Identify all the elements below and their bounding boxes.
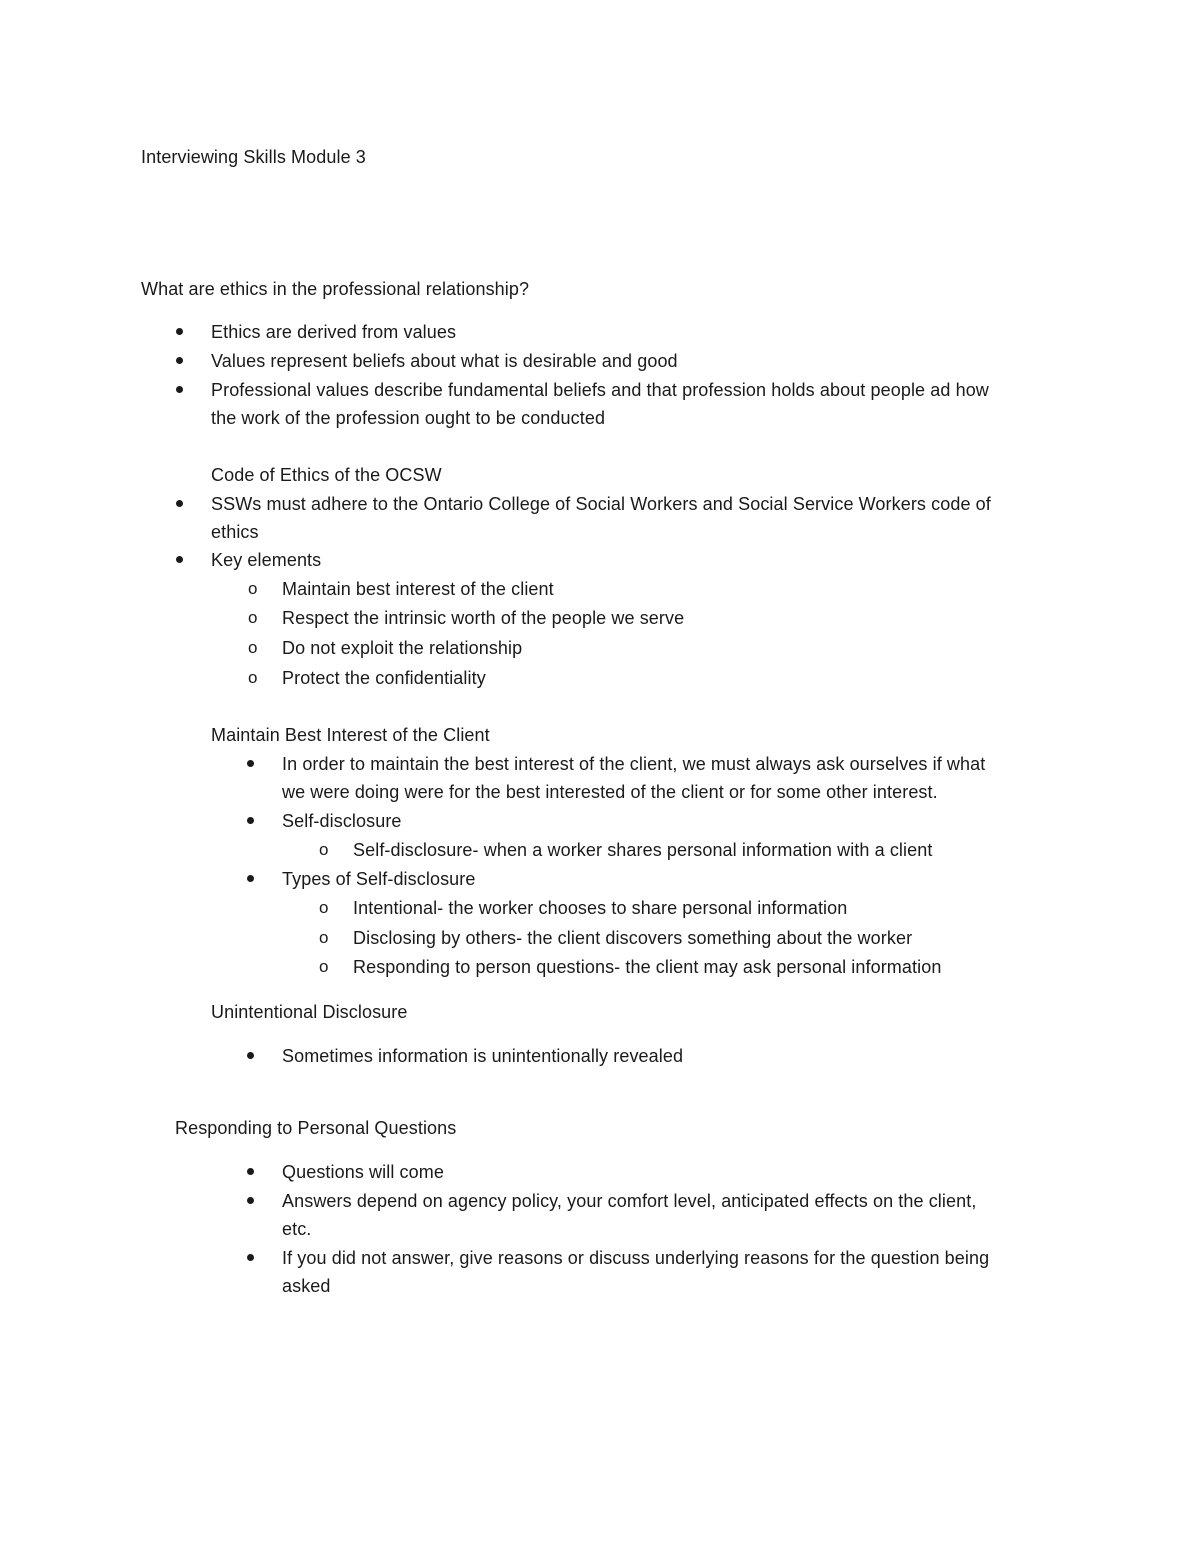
sub-bullet-icon: o <box>248 579 258 598</box>
sub-list-item: Protect the confidentiality <box>282 668 486 688</box>
section-heading-personal-questions: Responding to Personal Questions <box>175 1118 457 1138</box>
bullet-icon <box>247 1254 254 1261</box>
bullet-icon <box>176 328 183 335</box>
sub-bullet-icon: o <box>319 928 329 947</box>
list-item: Types of Self-disclosure <box>282 869 476 889</box>
sub-bullet-icon: o <box>248 608 258 627</box>
bullet-icon <box>247 875 254 882</box>
sub-bullet-icon: o <box>319 898 329 917</box>
bullet-icon <box>247 817 254 824</box>
sub-list-item: Disclosing by others- the client discovers something about the worker <box>353 928 913 948</box>
list-item-continuation: we were doing were for the best interested of the client or for some other interest. <box>282 782 938 802</box>
list-item: Key elements <box>211 550 322 570</box>
sub-list-item: Responding to person questions- the client may ask personal information <box>353 957 942 977</box>
list-item-continuation: the work of the profession ought to be conducted <box>211 408 606 428</box>
list-item-continuation: ethics <box>211 522 259 542</box>
section-heading-code-of-ethics: Code of Ethics of the OCSW <box>211 465 442 485</box>
list-item: Answers depend on agency policy, your comfort level, anticipated effects on the client, <box>282 1191 977 1211</box>
list-item: Professional values describe fundamental beliefs and that profession holds about people ad how <box>211 380 989 400</box>
bullet-icon <box>176 386 183 393</box>
list-item-continuation: etc. <box>282 1219 312 1239</box>
bullet-icon <box>247 760 254 767</box>
bullet-icon <box>176 556 183 563</box>
list-item: Values represent beliefs about what is desirable and good <box>211 351 678 371</box>
list-item: Self-disclosure <box>282 811 402 831</box>
list-item: SSWs must adhere to the Ontario College of Social Workers and Social Service Workers code of <box>211 494 991 514</box>
sub-list-item: Self-disclosure- when a worker shares personal information with a client <box>353 840 933 860</box>
section-heading-ethics: What are ethics in the professional relationship? <box>141 279 530 299</box>
document-title: Interviewing Skills Module 3 <box>141 147 366 167</box>
sub-list-item: Do not exploit the relationship <box>282 638 523 658</box>
sub-bullet-icon: o <box>248 638 258 657</box>
sub-list-item: Maintain best interest of the client <box>282 579 554 599</box>
bullet-icon <box>176 500 183 507</box>
list-item-continuation: asked <box>282 1276 331 1296</box>
sub-bullet-icon: o <box>319 957 329 976</box>
list-item: Ethics are derived from values <box>211 322 457 342</box>
sub-list-item: Intentional- the worker chooses to share personal information <box>353 898 848 918</box>
sub-list-item: Respect the intrinsic worth of the people we serve <box>282 608 685 628</box>
list-item: If you did not answer, give reasons or discuss underlying reasons for the question being <box>282 1248 990 1268</box>
list-item: Questions will come <box>282 1162 444 1182</box>
section-heading-best-interest: Maintain Best Interest of the Client <box>211 725 490 745</box>
sub-bullet-icon: o <box>248 668 258 687</box>
bullet-icon <box>247 1052 254 1059</box>
bullet-icon <box>247 1168 254 1175</box>
bullet-icon <box>247 1197 254 1204</box>
list-item: Sometimes information is unintentionally revealed <box>282 1046 684 1066</box>
section-heading-unintentional: Unintentional Disclosure <box>211 1002 408 1022</box>
list-item: In order to maintain the best interest of the client, we must always ask ourselves if what <box>282 754 986 774</box>
bullet-icon <box>176 357 183 364</box>
sub-bullet-icon: o <box>319 840 329 859</box>
